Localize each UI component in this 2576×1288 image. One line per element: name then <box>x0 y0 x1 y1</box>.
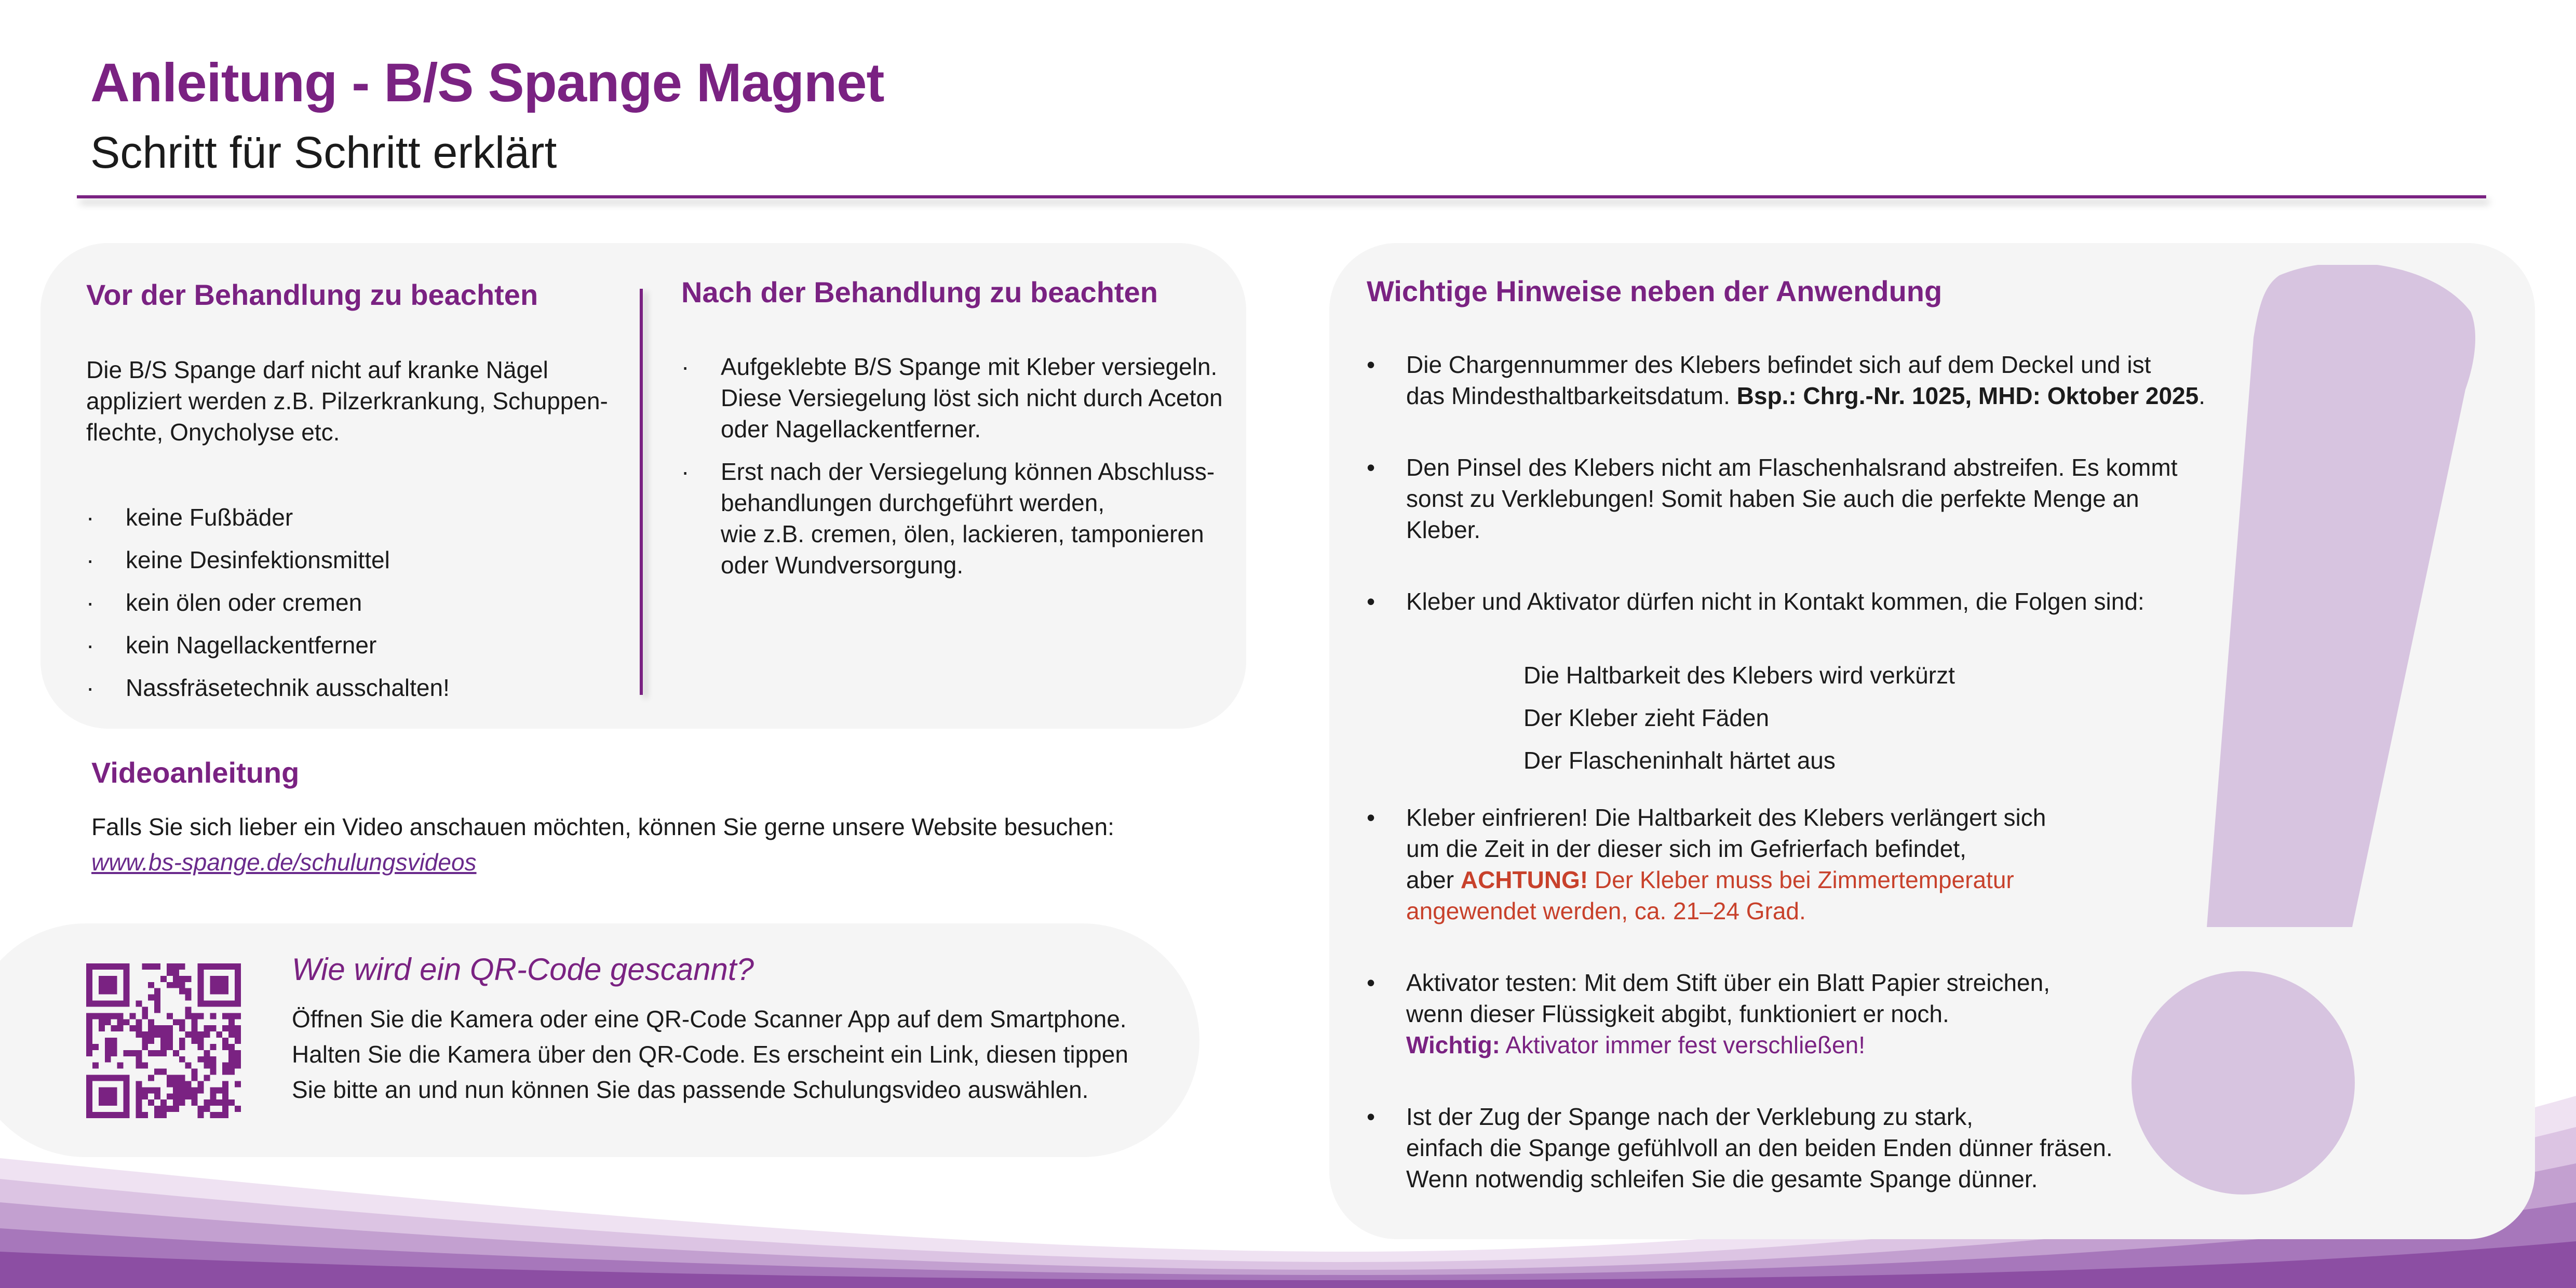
list-item <box>681 351 1223 445</box>
qr-heading: Wie wird ein QR-Code gescannt? <box>292 952 754 987</box>
notes-heading: Wichtige Hinweise neben der Anwendung <box>1367 275 1943 307</box>
note-line: sonst zu Verklebungen! Somit haben Sie auch die perfekte Menge an <box>1406 485 2139 512</box>
list-item: · keine Fußbäder <box>86 502 450 533</box>
after-item-line: oder Wundversorgung. <box>721 552 964 579</box>
list-item <box>1367 967 2270 1061</box>
note-line: Wenn notwendig schleifen Sie die gesamte Spange dünner. <box>1406 1165 2038 1192</box>
column-divider <box>640 289 643 695</box>
before-heading: Vor der Behandlung zu beachten <box>86 278 538 311</box>
warning-text: angewendet werden, ca. 21–24 Grad. <box>1406 897 1806 924</box>
qr-instruction-line: Öffnen Sie die Kamera oder eine QR-Code Scanner App auf dem Smartphone. <box>292 1005 1127 1032</box>
before-intro <box>86 354 608 448</box>
video-text: Falls Sie sich lieber ein Video anschauen möchten, können Sie gerne unsere Website besuchen: <box>91 813 1114 840</box>
list-item <box>1367 452 2270 545</box>
note-line: einfach die Spange gefühlvoll an den beiden Enden dünner fräsen. <box>1406 1134 2113 1161</box>
note-line <box>1406 864 2270 895</box>
after-item-line: oder Nagellackentferner. <box>721 415 981 442</box>
note-text: aber <box>1406 866 1461 893</box>
video-heading: Videoanleitung <box>91 756 300 789</box>
warning-label: ACHTUNG! <box>1460 866 1588 893</box>
note-line: • Die Chargennummer des Klebers befindet sich auf dem Deckel und ist <box>1406 351 2151 378</box>
note-text: . <box>2199 382 2206 409</box>
note-line <box>1406 1029 2270 1061</box>
after-item-line: · Erst nach der Versiegelung können Abschluss- <box>721 458 1215 485</box>
notes-list <box>1367 349 2270 1195</box>
qr-instruction-line: Halten Sie die Kamera über den QR-Code. Es erscheint ein Link, diesen tippen <box>292 1041 1128 1068</box>
note-line: • Aktivator testen: Mit dem Stift über ein Blatt Papier streichen, <box>1406 969 2051 996</box>
after-item-line: wie z.B. cremen, ölen, lackieren, tamponieren <box>721 520 1204 547</box>
note-text: das Mindesthaltbarkeitsdatum. <box>1406 382 1737 409</box>
before-intro-line: appliziert werden z.B. Pilzerkrankung, Schuppen- <box>86 387 608 414</box>
consequence-item: Der Flascheninhalt härtet aus <box>1523 747 1836 774</box>
list-item <box>1367 586 2270 776</box>
video-link[interactable] <box>91 847 477 878</box>
note-line: um die Zeit in der dieser sich im Gefrierfach befindet, <box>1406 835 1966 862</box>
list-item <box>681 456 1223 581</box>
page-subtitle: Schritt für Schritt erklärt <box>90 128 557 178</box>
qr-instruction-line: Sie bitte an und nun können Sie das passende Schulungsvideo auswählen. <box>292 1076 1089 1103</box>
warning-text: Der Kleber muss bei Zimmertemperatur <box>1588 866 2014 893</box>
note-line: wenn dieser Flüssigkeit abgibt, funktioniert er noch. <box>1406 1000 1949 1027</box>
list-item <box>1367 802 2270 927</box>
note-line: Kleber. <box>1406 516 1481 543</box>
before-list <box>86 502 450 703</box>
after-list <box>681 351 1223 581</box>
after-item-line: · Aufgeklebte B/S Spange mit Kleber versiegeln. <box>721 353 1218 380</box>
note-line: • Kleber einfrieren! Die Haltbarkeit des Klebers verlängert sich <box>1406 804 2046 831</box>
list-item <box>1367 349 2270 411</box>
page-title: Anleitung - B/S Spange Magnet <box>90 52 884 113</box>
list-item: · keine Desinfektionsmittel <box>86 544 450 575</box>
list-item <box>1367 1101 2270 1195</box>
header-divider <box>77 195 2486 198</box>
batch-example: Bsp.: Chrg.-Nr. 1025, MHD: Oktober 2025 <box>1736 382 2199 409</box>
consequence-item: Die Haltbarkeit des Klebers wird verkürzt <box>1523 662 1955 689</box>
note-line <box>1406 380 2270 411</box>
consequence-item: Der Kleber zieht Fäden <box>1523 704 1770 731</box>
list-item: · kein ölen oder cremen <box>86 587 450 618</box>
before-intro-line: Die B/S Spange darf nicht auf kranke Nägel <box>86 356 548 383</box>
after-heading: Nach der Behandlung zu beachten <box>681 276 1158 308</box>
after-item-line: Diese Versiegelung löst sich nicht durch Aceton <box>721 384 1223 411</box>
list-item: · kein Nagellackentferner <box>86 629 450 661</box>
after-item-line: behandlungen durchgeführt werden, <box>721 489 1105 516</box>
video-link-text[interactable]: www.bs-spange.de/schulungsvideos <box>91 849 477 876</box>
before-intro-line: flechte, Onycholyse etc. <box>86 419 340 446</box>
consequence-list <box>1406 660 2270 776</box>
important-label: Wichtig: <box>1406 1031 1500 1058</box>
note-line: • Den Pinsel des Klebers nicht am Flaschenhalsrand abstreifen. Es kommt <box>1406 454 2178 481</box>
note-line: • Kleber und Aktivator dürfen nicht in Kontakt kommen, die Folgen sind: <box>1406 588 2145 615</box>
important-text: Aktivator immer fest verschließen! <box>1500 1031 1865 1058</box>
note-line: • Ist der Zug der Spange nach der Verklebung zu stark, <box>1406 1103 1973 1130</box>
list-item: · Nassfräsetechnik ausschalten! <box>86 672 450 703</box>
